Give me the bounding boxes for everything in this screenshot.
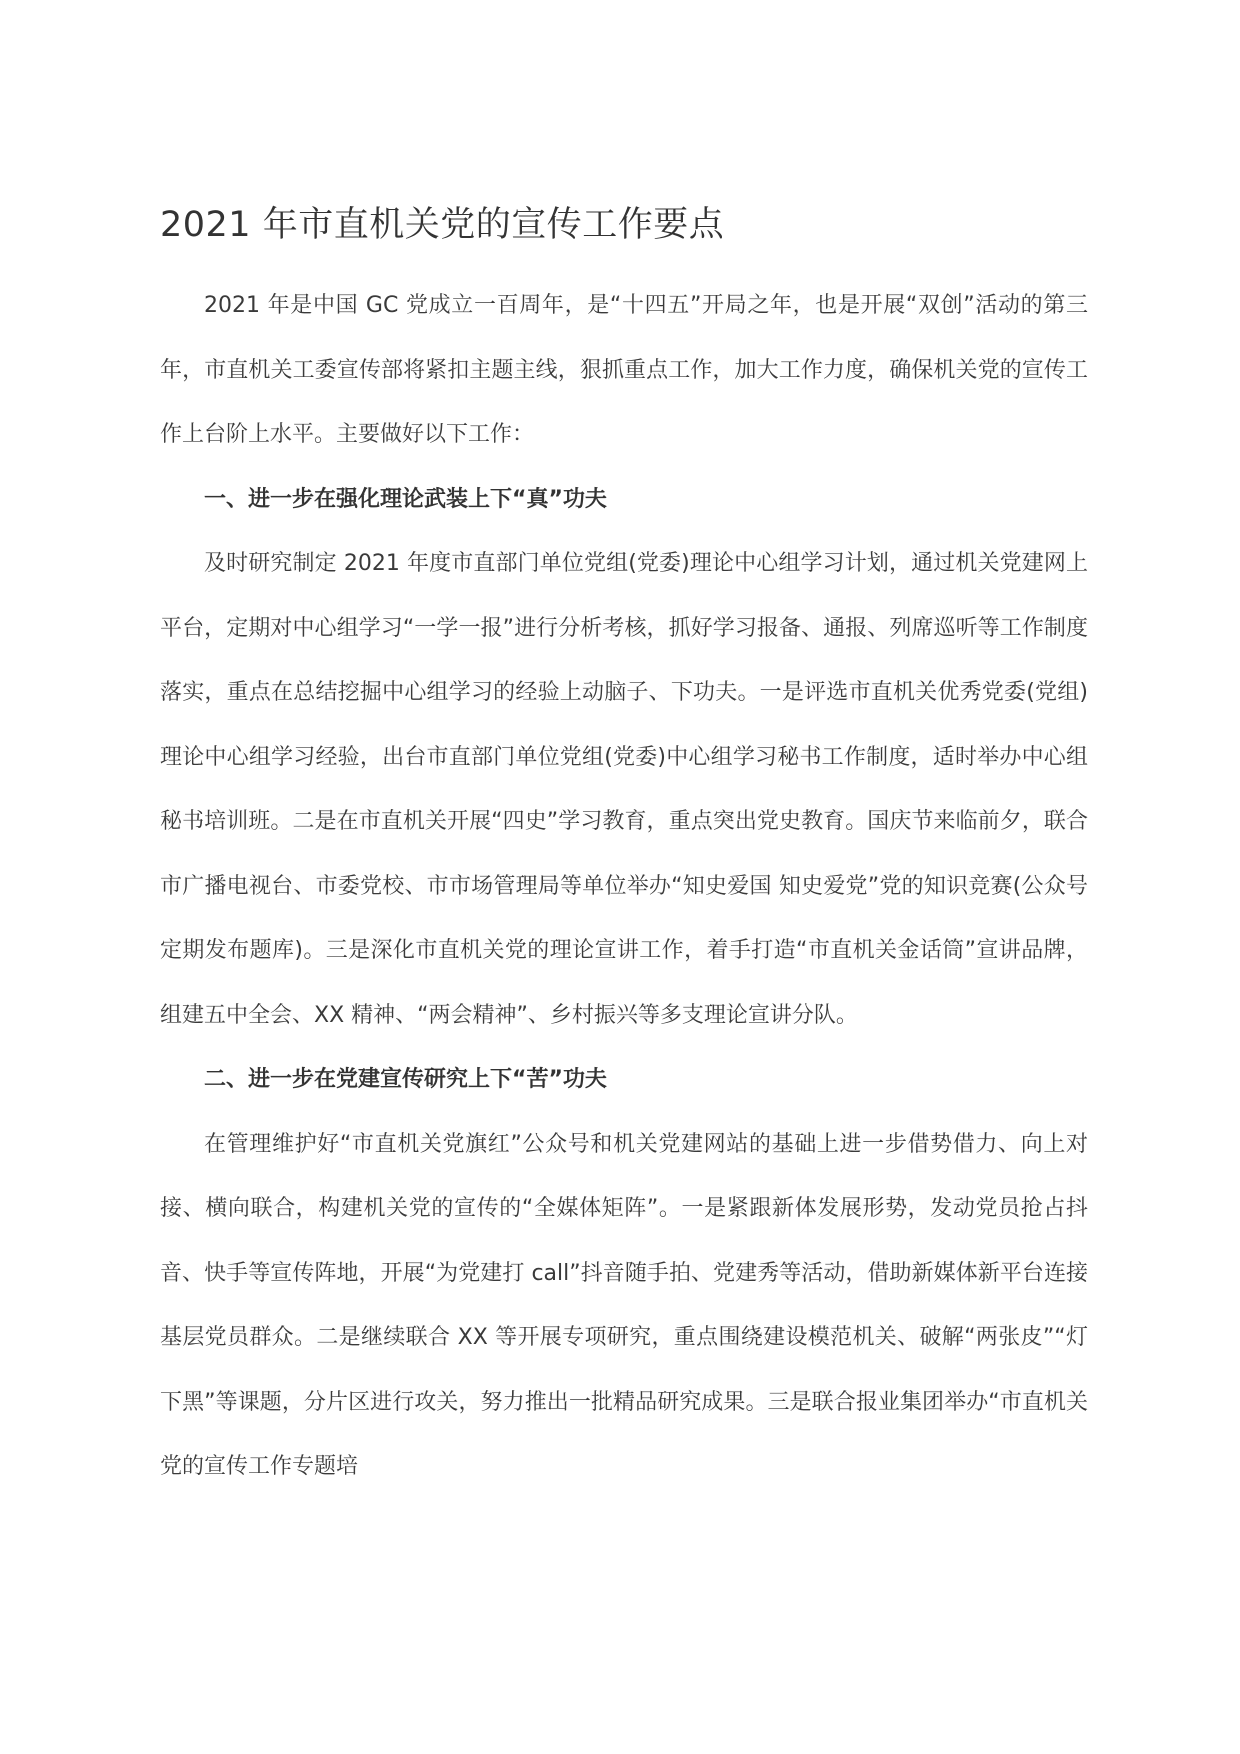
section-heading-1: 一、进一步在强化理论武装上下“真”功夫 (204, 486, 607, 512)
paragraph-intro: 2021 年是中国 GC 党成立一百周年，是“十四五”开局之年，也是开展“双创”活动的第三年，市直机关工委宣传部将紧扣主题主线，狠抓重点工作，加大工作力度，确保机关党的宣传工作上台阶上水平。主要做好以下工作： (160, 293, 1088, 447)
document-title: 2021 年市直机关党的宣传工作要点 (160, 205, 725, 245)
document-content (160, 200, 1088, 1500)
paragraph-section-1: 及时研究制定 2021 年度市直部门单位党组(党委)理论中心组学习计划，通过机关党建网上平台，定期对中心组学习“一学一报”进行分析考核，抓好学习报备、通报、列席巡听等工作制度落实，重点在总结挖掘中心组学习的经验上动脑子、下功夫。一是评选市直机关优秀党委(党组)理论中心组学习经验，出台市直部门单位党组(党委)中心组学习秘书工作制度，适时举办中心组秘书培训班。二是在市直机关开展“四史”学习教育，重点突出党史教育。国庆节来临前夕，联合市广播电视台、市委党校、市市场管理局等单位举办“知史爱国 知史爱党”党的知识竞赛(公众号定期发布题库)。三是深化市直机关党的理论宣讲工作，着手打造“市直机关金话筒”宣讲品牌，组建五中全会、XX 精神、“两会精神”、乡村振兴等多支理论宣讲分队。 (160, 551, 1088, 1028)
document-body (160, 274, 1088, 1500)
section-heading-2: 二、进一步在党建宣传研究上下“苦”功夫 (204, 1067, 607, 1092)
paragraph-section-2: 在管理维护好“市直机关党旗红”公众号和机关党建网站的基础上进一步借势借力、向上对接、横向联合，构建机关党的宣传的“全媒体矩阵”。一是紧跟新体发展形势，发动党员抢占抖音、快手等宣传阵地，开展“为党建打 call”抖音随手拍、党建秀等活动，借助新媒体新平台连接基层党员群众。二是继续联合 XX 等开展专项研究，重点围绕建设模范机关、破解“两张皮”“灯下黑”等课题，分片区进行攻关，努力推出一批精品研究成果。三是联合报业集团举办“市直机关党的宣传工作专题培 (160, 1131, 1088, 1479)
